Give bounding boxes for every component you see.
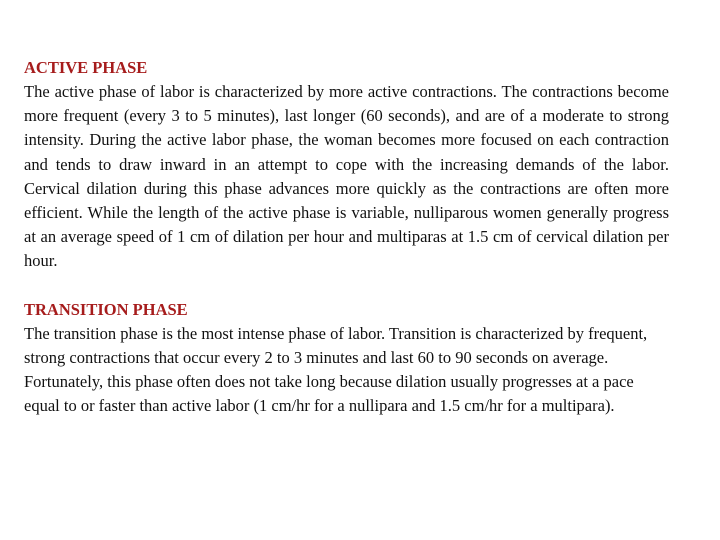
transition-phase-section [24,298,669,419]
document-page [24,56,669,418]
active-phase-paragraph: The active phase of labor is characterized by more active contractions. The contractions become more frequent (every 3 to 5 minutes), last longer (60 seconds), and are of a moderate to strong intensity. During the active labor phase, the woman becomes more focused on each contraction and tends to draw inward in an attempt to cope with the increasing demands of the labor. Cervical dilation during this phase advances more quickly as the contractions are often more efficient. While the length of the active phase is variable, nulliparous women generally progress at an average speed of 1 cm of dilation per hour and multiparas at 1.5 cm of cervical dilation per hour. [24,82,669,271]
section-spacer [24,274,669,298]
transition-phase-heading: TRANSITION PHASE [24,299,188,319]
active-phase-heading: ACTIVE PHASE [24,58,148,77]
active-phase-section [24,56,669,274]
transition-phase-paragraph: The transition phase is the most intense phase of labor. Transition is characterized by frequent, strong contractions that occur every 2 to 3 minutes and last 60 to 90 seconds on average. Fortunately, this phase often does not take long because dilation usually progresses at a pace equal to or faster than active labor (1 cm/hr for a nullipara and 1.5 cm/hr for a multipara). [24,323,648,416]
